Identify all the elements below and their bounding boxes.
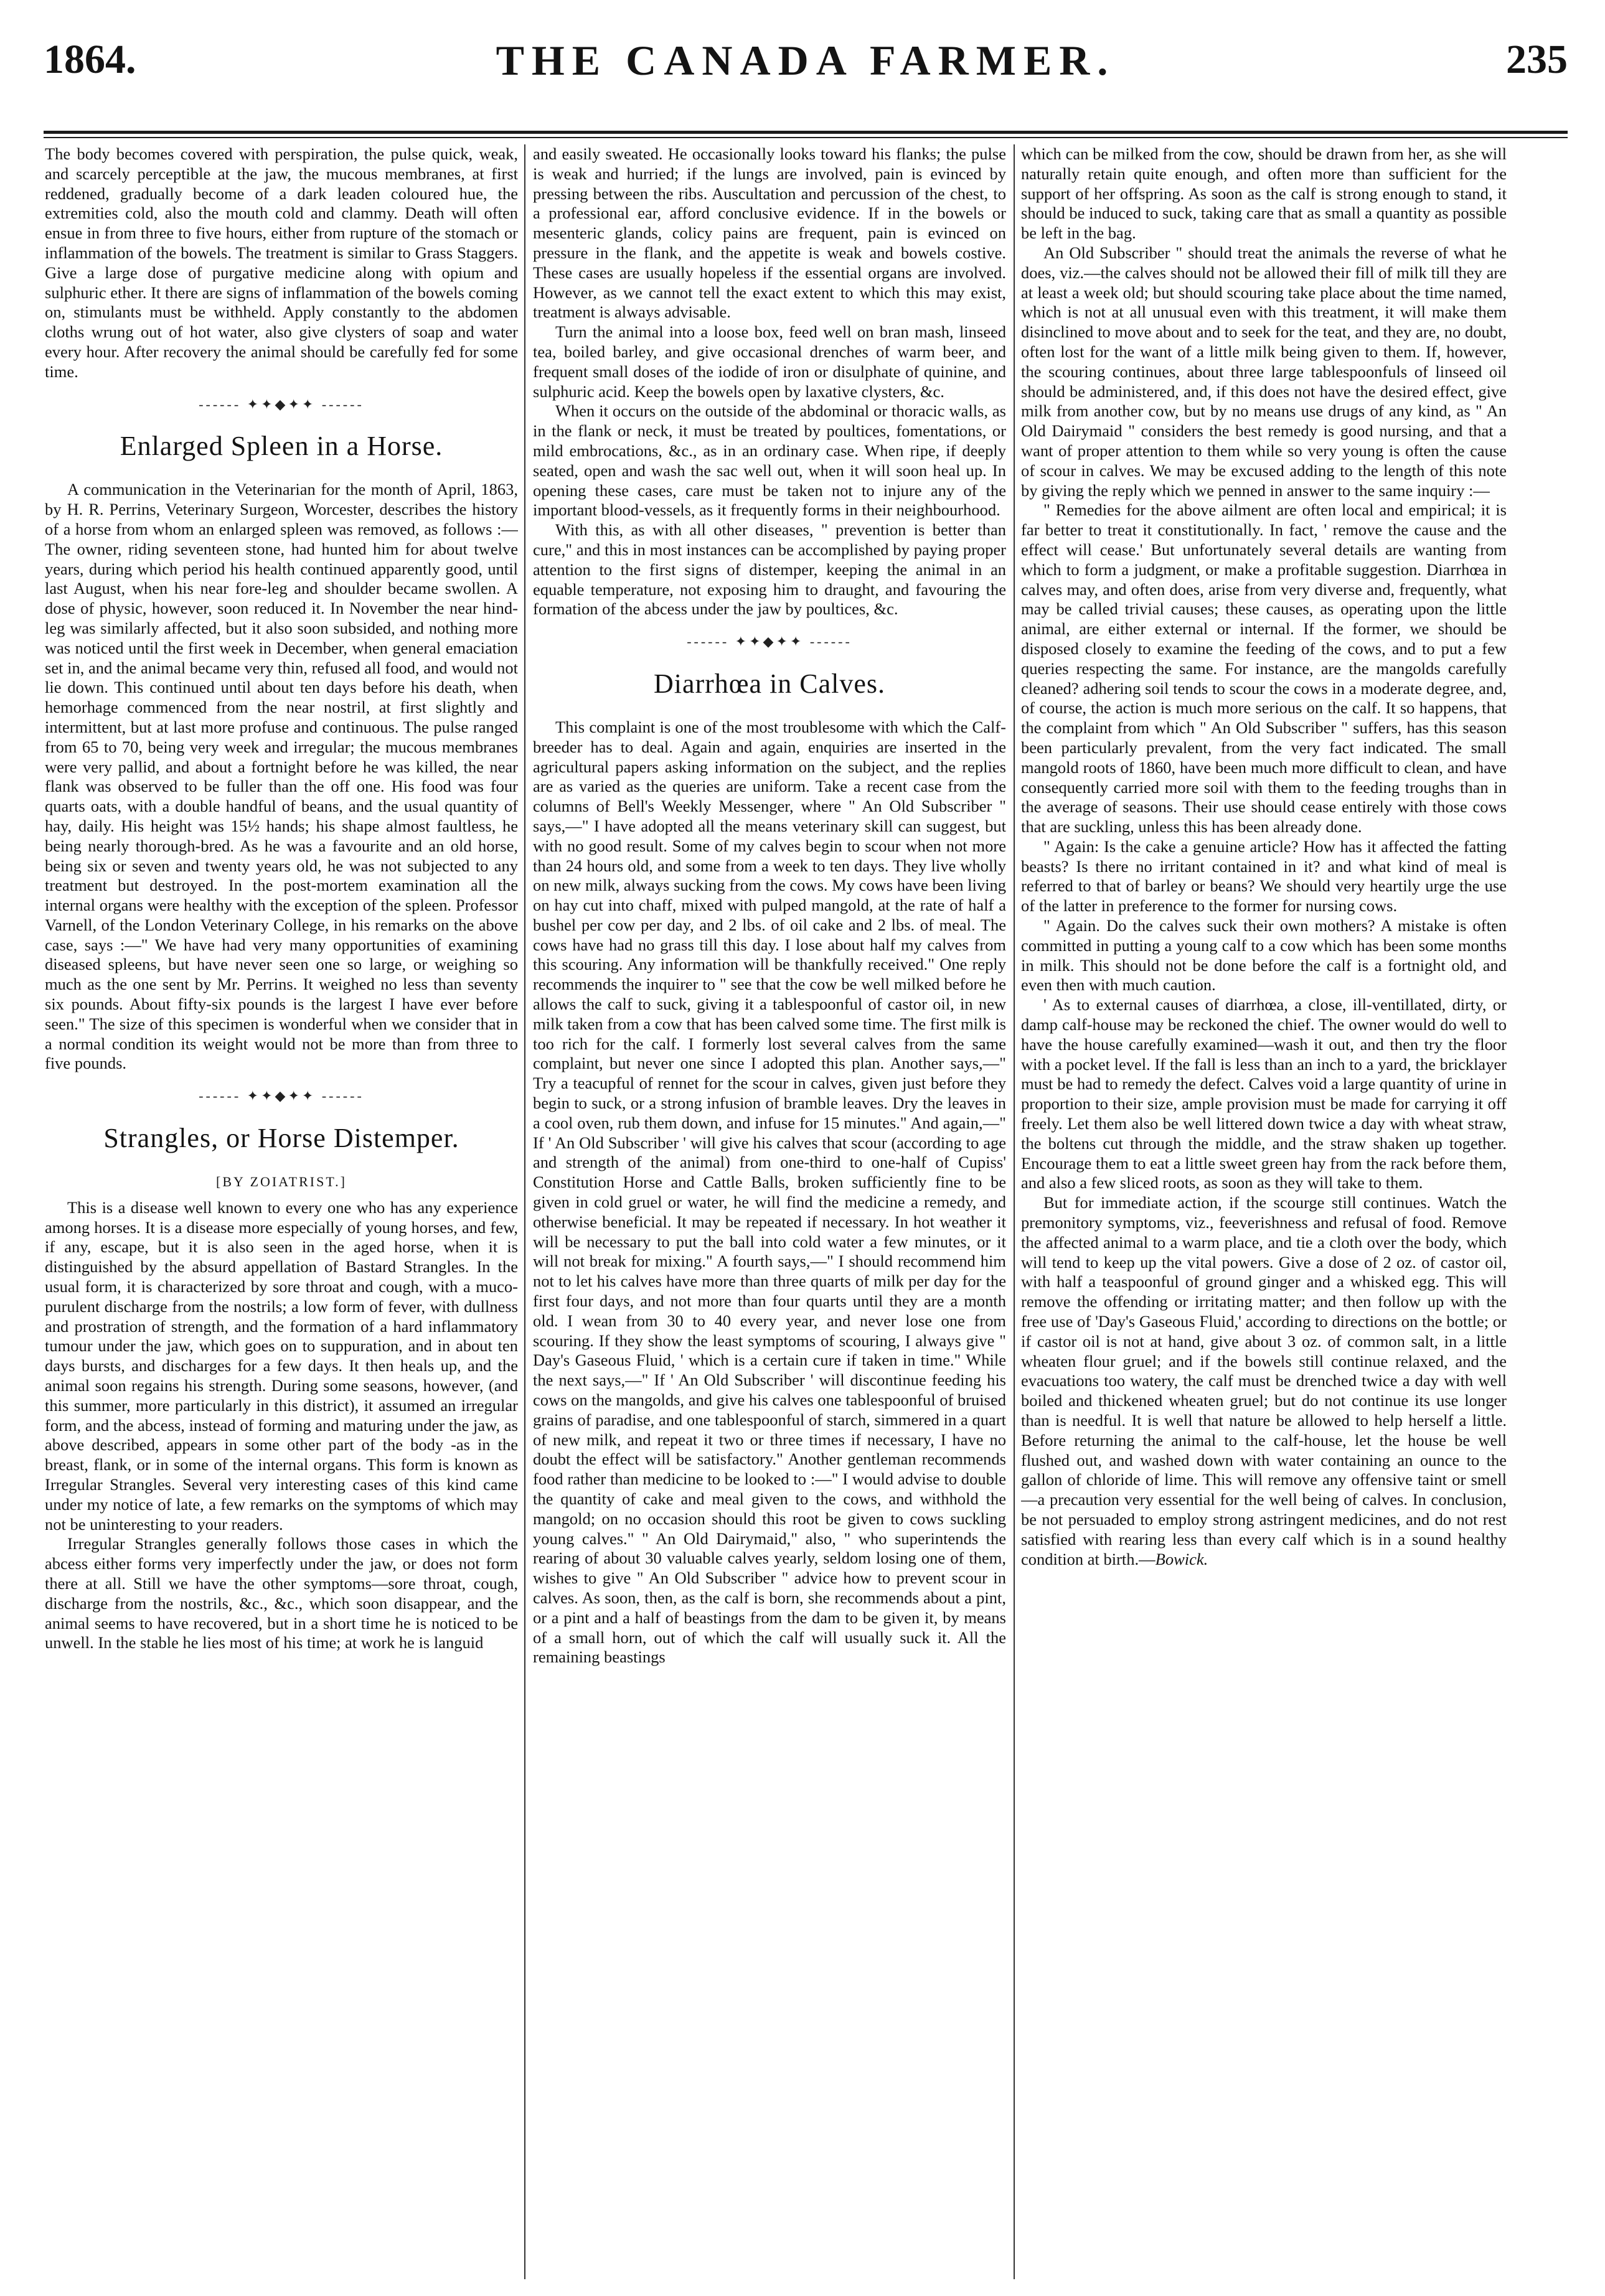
article-heading: Strangles, or Horse Distemper. bbox=[103, 1123, 459, 1154]
signature: Bowick. bbox=[1155, 1549, 1208, 1568]
paragraph: When it occurs on the outside of the abdominal or thoracic walls, as in the flank or neck, it must be treated by poultices, fomentations, or mild embrocations, &c., as in an ordinary case. When ripe, if deeply seated, open and wash the sac well out, when it will soon heal up. In opening these cases, care must be taken not to injure any of the important blood-vessels, as it frequently forms in their neighbourhood. bbox=[533, 401, 1006, 520]
paragraph: and easily sweated. He occasionally looks toward his flanks; the pulse is weak and hurried; if the lungs are involved, pain is evinced by pressing between the ribs. Auscultation and percussion of the chest, to a professional ear, afford conclusive evidence. If in the bowels or mesenteric glands, colicy pains are frequent, pain is evinced on pressure in the flank, and the appetite is weak and bowels costive. These cases are usually hopeless if the essential organs are involved. However, as we cannot tell the exact extent to which this may exist, treatment is always advisable. bbox=[533, 144, 1006, 322]
paragraph: " Again. Do the calves suck their own mothers? A mistake is often committed in putting a young calf to a cow which has been some months in milk. This should not be done before the calf is a fortnight old, and even then with much caution. bbox=[1021, 916, 1507, 995]
column-2 bbox=[533, 144, 1006, 2285]
paragraph: The body becomes covered with perspiration, the pulse quick, weak, and scarcely perceptible at the jaw, the mucous membranes, at first reddened, gradually become of a dark leaden coloured hue, the extremities cold, also the mouth cold and clammy. Death will often ensue in from three to five hours, either from rupture of the stomach or inflammation of the bowels. The treatment is similar to Grass Staggers. Give a large dose of purgative medicine along with opium and sulphuric ether. It there are signs of inflammation of the bowels coming on, stimulants must be withheld. Apply constantly to the abdomen cloths wrung out of hot water, also give clysters of soap and water every hour. After recovery the animal should be carefully fed for some time. bbox=[45, 144, 518, 381]
paragraph-text: But for immediate action, if the scourge still continues. Watch the premonitory symptoms, viz., feeverishness and refusal of food. Remove the affected animal to a warm place, and tie a cloth over the body, which will tend to keep up the vital powers. Give a dose of 2 oz. of castor oil, with half a teaspoonful of ground ginger and a whisked egg. This will remove the offending or irritating matter; and then follow up with the free use of 'Day's Gaseous Fluid,' according to directions on the bottle; or if castor oil is not at hand, give about 3 oz. of common salt, in a little wheaten flour gruel; and if the bowels still continue relaxed, and the evacuations too watery, the calf must be drenched twice a day with well boiled and thickened wheaten gruel; but do not continue its use longer than is needful. It is well that nature be allowed to help herself a little. Before returning the animal to the calf-house, let the house be well flushed out, and washed down with water containing an ounce to the gallon of chloride of lime. This will remove any offensive taint or smell—a precaution very essential for the well being of calves. In conclusion, be not persuaded to employ strong astringent medicines, and do not rest satisfied with rearing less than every calf which is in a sound healthy condition at birth.— bbox=[1021, 1193, 1507, 1568]
article-heading: Diarrhœa in Calves. bbox=[653, 668, 886, 699]
paragraph: A communication in the Veterinarian for the month of April, 1863, by H. R. Perrins, Veterinary Surgeon, Worcester, describes the history of a horse from whom an enlarged spleen was removed, as follows :— The owner, riding seventeen stone, had hunted him for about twelve years, during which period his health continued apparently good, until last August, when his near fore-leg and shoulder became swollen. A dose of physic, however, soon reduced it. In November the near hind-leg was similarly affected, but it also soon subsided, and nothing more was noticed until the first week in December, when general emaciation set in, and the animal became very thin, refused all food, and would not lie down. This continued until about ten days before his death, when hemorhage commenced from the near nostril, at first slightly and intermittent, but at last more profuse and continuous. The pulse ranged from 65 to 70, being very week and irregular; the mucous membranes were very pallid, and about a fortnight before he was killed, the near flank was observed to be fuller than the off one. His food was four quarts oats, with a double handful of beans, and the usual quantity of hay, daily. His height was 15½ hands; his shape almost faultless, he being nearly thorough-bred. As he was a favourite and an old horse, being six or seven and twenty years old, he was not subjected to any treatment but destroyed. In the post-mortem examination all the internal organs were healthy with the exception of the spleen. Professor Varnell, of the London Veterinary College, in his remarks on the above case, says :—" We have had very many opportunities of examining diseased spleens, but have never seen one so large, or weighing so much as the one sent by Mr. Perrins. It weighed no less than seventy six pounds. About fifty-six pounds is the largest I have ever before seen." The size of this specimen is wonderful when we consider that in a normal condition its weight would not be more than from three to five pounds. bbox=[45, 480, 518, 1073]
paragraph: This complaint is one of the most troublesome with which the Calf-breeder has to deal. Again and again, enquiries are inserted in the agricultural papers asking information on the subject, and the replies are as varied as the queries are uniform. Take a recent case from the columns of Bell's Weekly Messenger, where " An Old Subscriber " says,—" I have adopted all the means veterinary skill can suggest, but with no good result. Some of my calves begin to scour when not more than 24 hours old, and some from a week to ten days. They live wholly on new milk, always sucking from the cows. My cows have been living on hay cut into chaff, mixed with pulped mangold, at the rate of half a bushel per cow per day, and 2 lbs. of oil cake and 2 lbs. of meal. The cows have had no grass till this day. I lose about half my calves from this scouring. Any information will be thankfully received." One reply recommends the inquirer to " see that the cow be well milked before he allows the calf to suck, giving it a tablespoonful of castor oil, in new milk taken from a cow that has been calved some time. The first milk is too rich for the calf. I formerly lost several calves from the same complaint, but never one since I adopted this plan. Another says,—" Try a teacupful of rennet for the scour in calves, given just before they begin to suck, or a strong infusion of bramble leaves. Dry the leaves in a cool oven, rub them down, and infuse for 15 minutes." And again,—" If ' An Old Subscriber ' will give his calves that scour (according to age and strength of the animal) from one-third to one-half of Cupiss' Constitution Horse and Cattle Balls, broken sufficiently fine to be given in cold gruel or water, he will find the medicine a remedy, and otherwise beneficial. It may be repeated if necessary. In hot weather it will be necessary to put the ball into cold water a few minutes, or it will not break for mixing." A fourth says,—" I should recommend him not to let his calves have more than three quarts of milk per day for the first four days, and not more than four quarts until they are a month old. I wean from 30 to 40 every year, and never lose one from scouring. If they show the least symptoms of scouring, I always give " Day's Gaseous Fluid, ' which is a certain cure if taken in time." While the next says,—" If ' An Old Subscriber ' will discontinue feeding his cows on the mangolds, and give his calves one tablespoonful of bruised grains of paradise, and one tablespoonful of starch, simmered in a quart of new milk, and repeat it two or three times if necessary, I have no doubt the effect will be satisfactory." Another gentleman recommends food rather than medicine to be looked to :—" I would advise to double the quantity of cake and meal given to the cows, and withhold the mangold; on no occasion should this root be given to cows suckling young calves." " An Old Dairymaid," also, " who superintends the rearing of about 30 valuable calves yearly, seldom losing one of them, wishes to give " An Old Subscriber " advice how to prevent scour in calves. As soon, then, as the calf is born, she recommends about a pint, or a pint and a half of beastings from the dam to be given it, by means of a small horn, out of which the calf will usually suck it. All the remaining beastings bbox=[533, 717, 1006, 1667]
article-heading: Enlarged Spleen in a Horse. bbox=[120, 431, 443, 462]
paragraph: " Remedies for the above ailment are often local and empirical; it is far better to treat it constitutionally. In fact, ' remove the cause and the effect will cease.' But unfortunately several details are wanting from which to form a judgment, or make a profitable suggestion. Diarrhœa in calves may, and often does, arise from very diverse and, frequently, what may be called trivial causes; these causes, as operating upon the little animal, are either external or internal. If the former, we should be disposed closely to examine the feeding of the cows, and to put a few queries respecting the same. For instance, are the mangolds carefully cleaned? adhering soil tends to scour the cows in a moderate degree, and, of course, the action is much more serious on the calf. It so happens, that the complaint from which " An Old Subscriber " suffers, has this season been particularly prevalent, from the very fact indicated. The small mangold roots of 1860, have been much more difficult to clean, and have consequently carried more soil with them to the feeding troughs than in the average of seasons. Their use should cease entirely with those cows that are suckling, unless this has been already done. bbox=[1021, 500, 1507, 836]
ornament-divider: ------ ✦✦◆✦✦ ------ bbox=[199, 396, 364, 412]
header-rule bbox=[44, 131, 1568, 134]
paragraph: " Again: Is the cake a genuine article? How has it affected the fatting beasts? Is there no irritant contained in it? and what kind of meal is referred to that of barley or beans? We should very heartily urge the use of the latter in preference to the former for nursing cows. bbox=[1021, 836, 1507, 916]
paragraph: With this, as with all other diseases, " prevention is better than cure," and this in most instances can be accomplished by paying proper attention to the first signs of distemper, keeping the animal in an equable temperature, not exposing him to draught, and favouring the formation of the abcess under the jaw by poultices, &c. bbox=[533, 520, 1006, 619]
column-3 bbox=[1021, 144, 1507, 2285]
byline: [BY ZOIATRIST.] bbox=[216, 1174, 347, 1190]
paragraph: Irregular Strangles generally follows those cases in which the abcess either forms very imperfectly under the jaw, or does not form there at all. Still we have the other symptoms—sore throat, cough, discharge from the nostrils, &c., &c., which soon disappear, and the animal seems to have recovered, but in a short time he is noticed to be unwell. In the stable he lies most of his time; at work he is languid bbox=[45, 1534, 518, 1652]
column-divider-1 bbox=[524, 144, 525, 2279]
ornament-divider: ------ ✦✦◆✦✦ ------ bbox=[199, 1088, 364, 1104]
header-rule-thin bbox=[44, 137, 1568, 138]
paragraph: This is a disease well known to every one who has any experience among horses. It is a disease more especially of young horses, and few, if any, escape, but it is also seen in the aged horse, when it is distinguished by the absurd appellation of Bastard Strangles. In the usual form, it is characterized by sore throat and cough, with a muco-purulent discharge from the nostrils; a low form of fever, with dullness and prostration of strength, and the formation of a hard inflammatory tumour under the jaw, which goes on to suppuration, and in about ten days bursts, and discharges for a few days. It then heals up, and the animal soon regains his strength. During some seasons, however, (and this summer, more particularly in this district), it assumed an irregular form, and the abcess, instead of forming and maturing under the jaw, as above described, appears in some other part of the body -as in the breast, flank, or in some of the internal organs. This form is known as Irregular Strangles. Several very interesting cases of this kind came under my notice of late, a few remarks on the symptoms of which may not be uninteresting to your readers. bbox=[45, 1197, 518, 1534]
ornament-divider: ------ ✦✦◆✦✦ ------ bbox=[687, 634, 852, 650]
paragraph: which can be milked from the cow, should be drawn from her, as she will naturally retain quite enough, and often more than sufficient for the support of her offspring. As soon as the calf is strong enough to stand, it should be induced to suck, taking care that as small a quantity as possible be left in the bag. bbox=[1021, 144, 1507, 243]
header-title: THE CANADA FARMER. bbox=[496, 37, 1116, 84]
paragraph: Turn the animal into a loose box, feed well on bran mash, linseed tea, boiled barley, and give occasional drenches of warm beer, and frequent small doses of the iodide of iron or disulphate of quinine, and sulphuric acid. Keep the bowels open by laxative clysters, &c. bbox=[533, 322, 1006, 401]
paragraph: ' As to external causes of diarrhœa, a close, ill-ventillated, dirty, or damp calf-house may be reckoned the chief. The owner would do well to have the house carefully examined—wash it out, and then try the floor with a pocket level. If the fall is less than an inch to a yard, the bricklayer must be had to remedy the defect. Calves void a large quantity of urine in proportion to their size, ample provision must be made for carrying it off freely. Let them also be well littered down twice a day with wheat straw, the boltens cut through the middle, and the straw shaken up together. Encourage them to eat a little sweet green hay from the rack before them, and also a few sliced roots, as soon as they will take to them. bbox=[1021, 995, 1507, 1193]
header-year: 1864. bbox=[44, 37, 136, 82]
paragraph-final bbox=[1021, 1193, 1507, 1569]
column-divider-2 bbox=[1014, 144, 1015, 2279]
header-page-number: 235 bbox=[1506, 37, 1568, 82]
column-1 bbox=[45, 144, 518, 2285]
paragraph: An Old Subscriber " should treat the animals the reverse of what he does, viz.—the calves should not be allowed their fill of milk till they are at least a week old; but should scouring take place about the time named, which is not at all unusual even with this treatment, it will make them disinclined to move about and to seek for the teat, and they are, no doubt, often lost for the want of a little milk being given to them. If, however, the scouring continues, about three large tablespoonfuls of linseed oil should be administered, and, if this does not have the desired effect, give milk from another cow, but by no means use drugs of any kind, as " An Old Dairymaid " considers the best remedy is good nursing, and that a want of proper attention to them while so very young is often the cause of scour in calves. We may be excused adding to the length of this note by giving the reply which we penned in answer to the same inquiry :— bbox=[1021, 243, 1507, 500]
page-header bbox=[44, 25, 1568, 106]
